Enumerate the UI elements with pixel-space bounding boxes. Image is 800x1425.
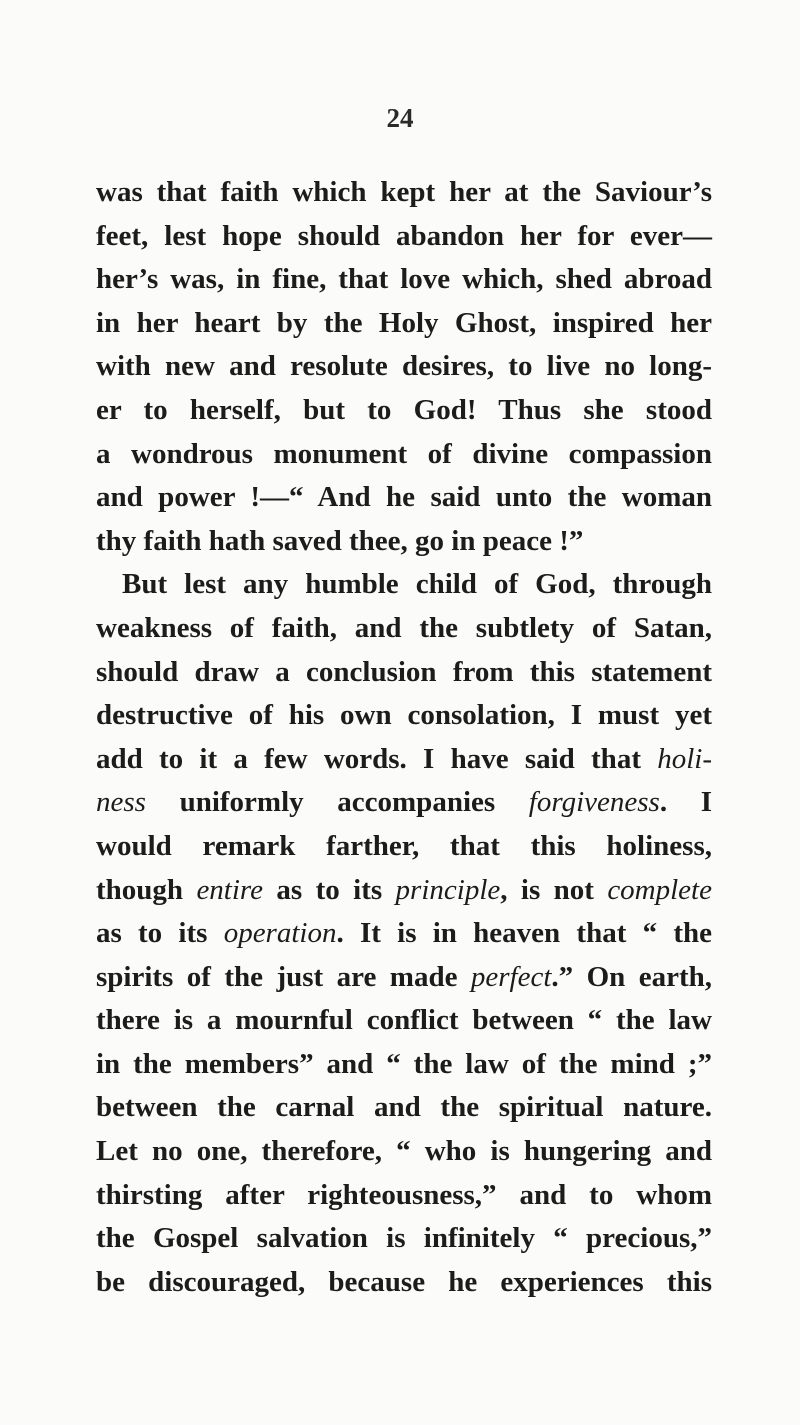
text-line: spirits of the just are made perfect.” On earth,	[96, 960, 712, 993]
text-line: her’s was, in fine, that love which, shed abroad	[96, 263, 712, 296]
text-line: in her heart by the Holy Ghost, inspired her	[96, 306, 712, 339]
text-line: thirsting after righteousness,” and to whom	[96, 1178, 712, 1211]
text-line: Let no one, therefore, “ who is hungering and	[96, 1135, 712, 1168]
text-line: should draw a conclusion from this statement	[96, 655, 712, 688]
text-line: ness uniformly accompanies forgiveness. I	[96, 786, 712, 819]
body-text	[96, 171, 712, 1304]
text-line: as to its operation. It is in heaven that “ the	[96, 917, 712, 950]
text-line: though entire as to its principle, is not complete	[96, 873, 712, 906]
text-line: in the members” and “ the law of the mind ;”	[96, 1047, 712, 1080]
text-line: was that faith which kept her at the Saviour’s	[96, 176, 712, 208]
text-line: would remark farther, that this holiness,	[96, 829, 712, 862]
text-line: there is a mournful conflict between “ the law	[96, 1004, 712, 1037]
page-number: 24	[386, 103, 414, 133]
text-line: be discouraged, because he experiences this	[96, 1265, 712, 1298]
text-line: the Gospel salvation is infinitely “ precious,”	[96, 1222, 712, 1255]
text-line: with new and resolute desires, to live no long-	[96, 350, 712, 383]
text-line: a wondrous monument of divine compassion	[96, 437, 712, 470]
text-line: destructive of his own consolation, I must yet	[96, 699, 712, 732]
text-line: between the carnal and the spiritual nature.	[96, 1091, 712, 1124]
text-line: add to it a few words. I have said that holi-	[96, 742, 712, 775]
text-line: thy faith hath saved thee, go in peace !”	[96, 524, 584, 557]
text-line: weakness of faith, and the subtlety of Satan,	[96, 611, 712, 644]
text-line: But lest any humble child of God, through	[122, 568, 712, 601]
text-line: feet, lest hope should abandon her for ever—	[96, 219, 712, 252]
text-line: er to herself, but to God! Thus she stood	[96, 393, 712, 426]
text-line: and power !—“ And he said unto the woman	[96, 481, 712, 514]
